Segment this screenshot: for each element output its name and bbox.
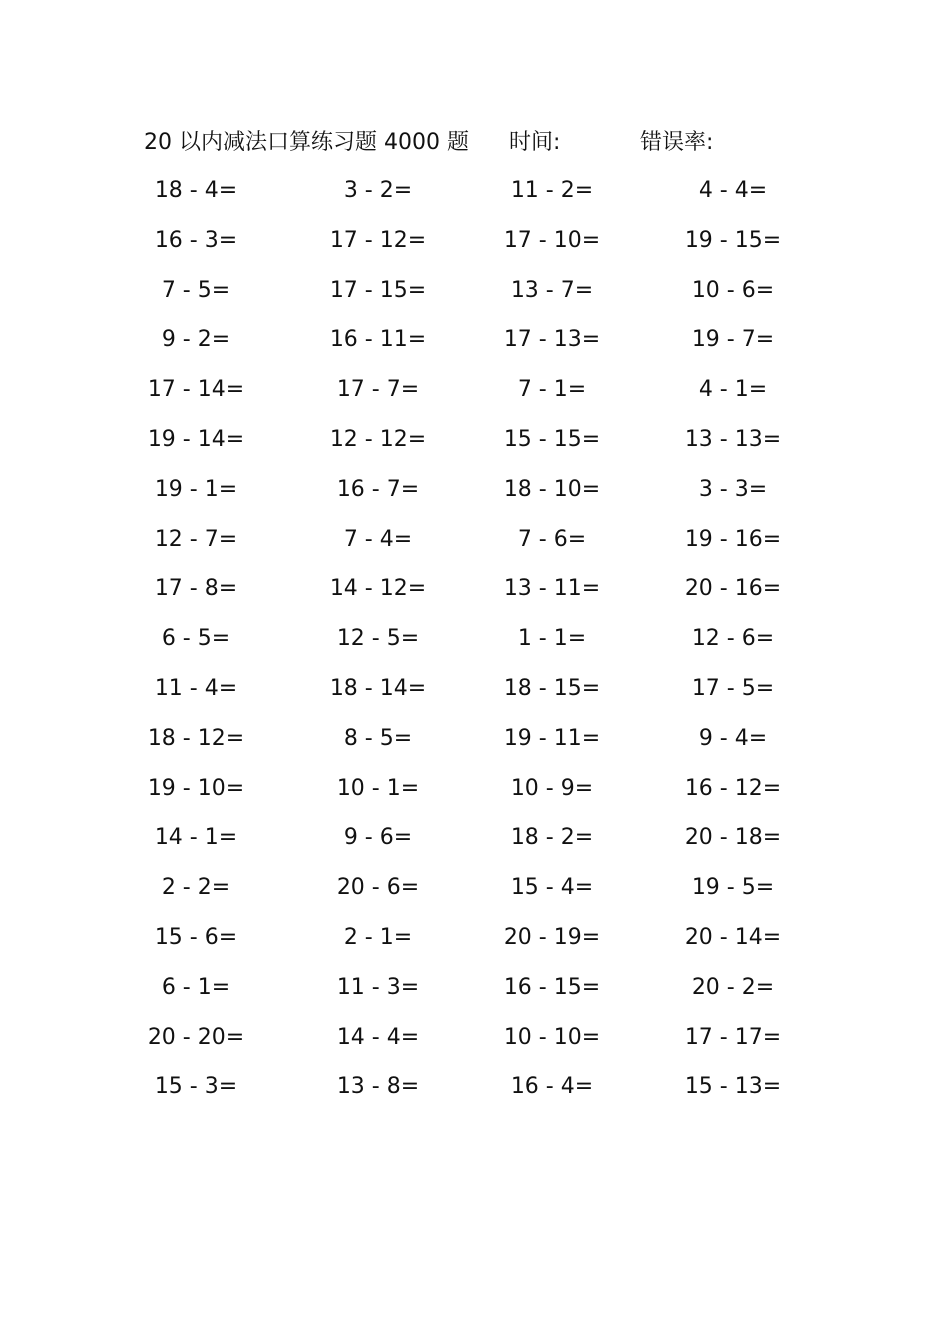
problem-item: 7 - 6= (517, 526, 587, 552)
time-label: 时间: (509, 130, 561, 155)
problem-item: 18 - 15= (503, 676, 601, 701)
problem-item: 19 - 16= (684, 526, 782, 552)
problem-item: 7 - 1= (517, 377, 587, 403)
problem-item: 15 - 3= (154, 1074, 238, 1100)
problem-item: 1 - 1= (517, 626, 587, 652)
problem-item: 16 - 12= (684, 775, 782, 801)
problem-item: 17 - 10= (503, 227, 601, 253)
problem-item: 9 - 6= (343, 825, 413, 851)
problem-item: 14 - 12= (329, 576, 427, 602)
problem-item: 10 - 1= (336, 775, 420, 801)
problem-item: 17 - 15= (329, 277, 427, 303)
problem-item: 3 - 3= (698, 476, 768, 502)
problem-item: 16 - 3= (154, 227, 238, 253)
problem-item: 16 - 7= (336, 476, 420, 502)
problem-item: 17 - 12= (329, 227, 427, 253)
problem-item: 16 - 11= (329, 327, 427, 353)
problem-item: 11 - 3= (336, 974, 420, 1000)
problem-item: 19 - 10= (147, 775, 245, 801)
problem-item: 20 - 19= (503, 925, 601, 950)
problem-item: 8 - 5= (343, 725, 413, 751)
problem-item: 13 - 11= (503, 576, 601, 602)
problem-item: 4 - 1= (698, 377, 768, 403)
problem-item: 19 - 5= (691, 875, 775, 901)
problem-item: 17 - 14= (147, 377, 245, 403)
problem-item: 2 - 1= (343, 925, 413, 950)
problem-item: 9 - 2= (161, 327, 231, 353)
problem-item: 13 - 8= (336, 1074, 420, 1100)
problem-item: 17 - 13= (503, 327, 601, 353)
problem-item: 16 - 4= (510, 1074, 594, 1100)
problem-item: 2 - 2= (161, 875, 231, 901)
problem-item: 7 - 4= (343, 526, 413, 552)
problem-item: 17 - 8= (154, 576, 238, 602)
problem-item: 10 - 6= (691, 277, 775, 303)
problem-item: 15 - 4= (510, 875, 594, 901)
problem-item: 10 - 10= (503, 1024, 601, 1050)
problem-item: 6 - 5= (161, 626, 231, 652)
problem-item: 12 - 5= (336, 626, 420, 652)
worksheet-title: 20 以内减法口算练习题 4000 题 (144, 130, 469, 155)
problem-item: 10 - 9= (510, 775, 594, 801)
problem-item: 3 - 2= (343, 178, 413, 203)
problem-item: 14 - 4= (336, 1024, 420, 1050)
error-rate-label: 错误率: (640, 130, 714, 155)
problem-item: 12 - 6= (691, 626, 775, 652)
problem-item: 14 - 1= (154, 825, 238, 851)
problem-item: 15 - 13= (684, 1074, 782, 1100)
problem-item: 17 - 7= (336, 377, 420, 403)
problem-item: 18 - 10= (503, 476, 601, 502)
problem-item: 19 - 14= (147, 427, 245, 452)
problem-item: 20 - 18= (684, 825, 782, 851)
problem-item: 11 - 4= (154, 676, 238, 701)
problem-item: 18 - 2= (510, 825, 594, 851)
problem-item: 13 - 7= (510, 277, 594, 303)
problem-item: 17 - 17= (684, 1024, 782, 1050)
problem-item: 20 - 16= (684, 576, 782, 602)
problem-item: 7 - 5= (161, 277, 231, 303)
problem-item: 19 - 15= (684, 227, 782, 253)
problem-item: 20 - 14= (684, 925, 782, 950)
problem-item: 17 - 5= (691, 676, 775, 701)
problem-item: 20 - 2= (691, 974, 775, 1000)
problem-item: 16 - 15= (503, 974, 601, 1000)
problem-item: 18 - 4= (154, 178, 238, 203)
problem-item: 19 - 11= (503, 725, 601, 751)
problem-item: 18 - 14= (329, 676, 427, 701)
problem-item: 11 - 2= (510, 178, 594, 203)
problem-item: 15 - 6= (154, 925, 238, 950)
problem-item: 13 - 13= (684, 427, 782, 452)
problem-item: 19 - 7= (691, 327, 775, 353)
problem-item: 12 - 7= (154, 526, 238, 552)
problem-item: 12 - 12= (329, 427, 427, 452)
problem-item: 9 - 4= (698, 725, 768, 751)
problem-item: 6 - 1= (161, 974, 231, 1000)
problem-item: 19 - 1= (154, 476, 238, 502)
problem-item: 4 - 4= (698, 178, 768, 203)
problem-item: 20 - 6= (336, 875, 420, 901)
problem-item: 20 - 20= (147, 1024, 245, 1050)
problem-item: 15 - 15= (503, 427, 601, 452)
problem-item: 18 - 12= (147, 725, 245, 751)
